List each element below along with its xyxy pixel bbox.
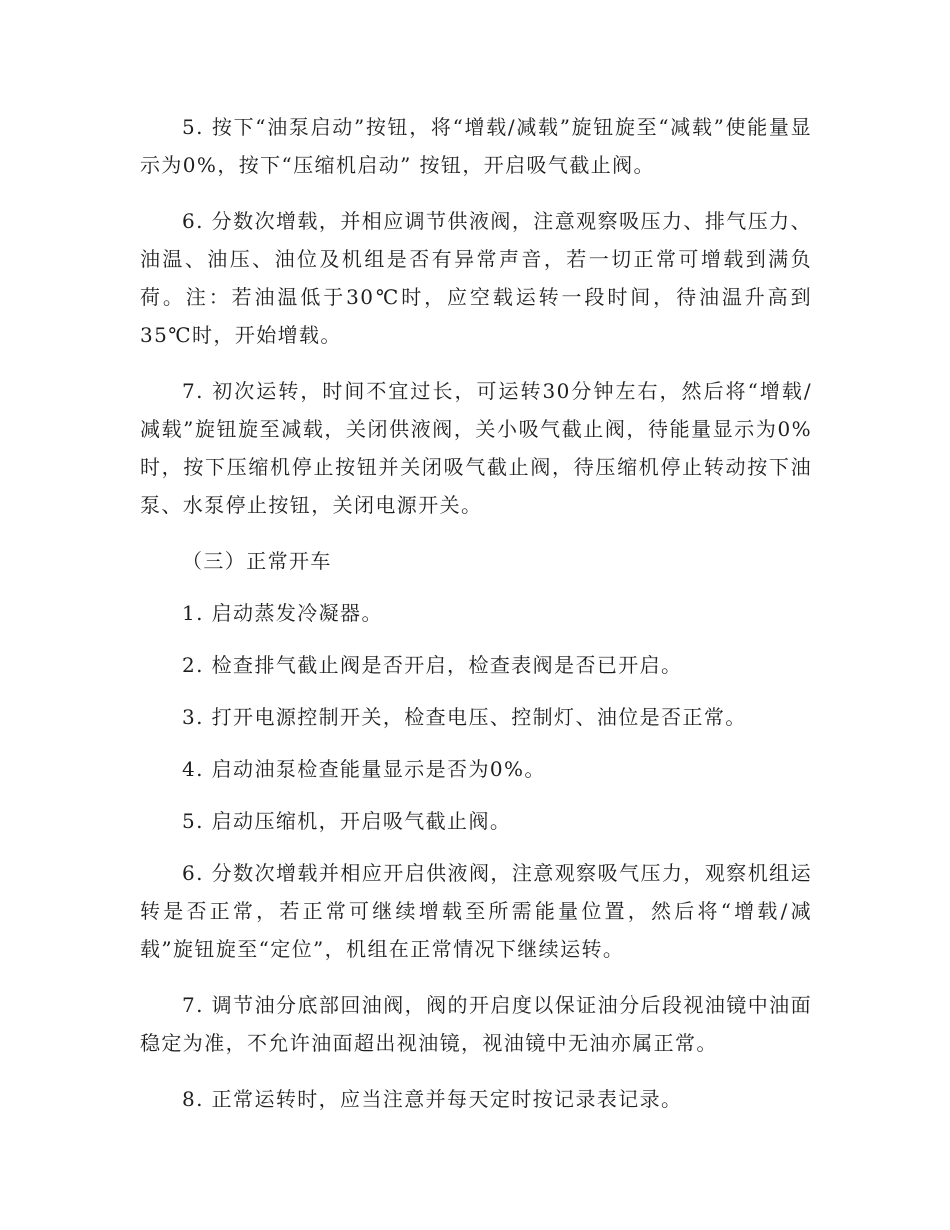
list-item-normal-start-8: 8. 正常运转时，应当注意并每天定时按记录表记录。 <box>182 1087 683 1111</box>
list-item-normal-start-5: 5. 启动压缩机，开启吸气截止阀。 <box>182 809 512 833</box>
document-body <box>140 108 812 1136</box>
list-item-normal-start-1: 1. 启动蒸发冷凝器。 <box>182 601 383 625</box>
paragraph-step-6-load-increase: 6. 分数次增载，并相应调节供液阀，注意观察吸压力、排气压力、油温、油压、油位及机组是否有异常声音，若一切正常可增载到满负荷。注：若油温低于30℃时，应空载运转一段时间，待油温升高到35℃时，开始增载。 <box>140 209 812 347</box>
section-heading-normal-start: （三）正常开车 <box>182 549 332 573</box>
list-item-normal-start-7: 7. 调节油分底部回油阀，阀的开启度以保证油分后段视油镜中油面稳定为准，不允许油面超出视油镜，视油镜中无油亦属正常。 <box>140 993 812 1055</box>
paragraph-step-7-initial-run: 7. 初次运转，时间不宜过长，可运转30分钟左右，然后将“增载/减载”旋钮旋至减载，关闭供液阀，关小吸气截止阀，待能量显示为0%时，按下压缩机停止按钮并关闭吸气截止阀，待压缩机停止转动按下油泵、水泵停止按钮，关闭电源开关。 <box>140 379 812 517</box>
paragraph-step-5-startup: 5. 按下“油泵启动”按钮，将“增载/减载”旋钮旋至“减载”使能量显示为0%，按下“压缩机启动” 按钮，开启吸气截止阀。 <box>140 115 812 177</box>
list-item-normal-start-3: 3. 打开电源控制开关，检查电压、控制灯、油位是否正常。 <box>182 705 747 729</box>
list-item-normal-start-2: 2. 检查排气截止阀是否开启，检查表阀是否已开启。 <box>182 653 683 677</box>
list-item-normal-start-4: 4. 启动油泵检查能量显示是否为0%。 <box>182 757 546 781</box>
list-item-normal-start-6: 6. 分数次增载并相应开启供液阀，注意观察吸气压力，观察机组运转是否正常，若正常可继续增载至所需能量位置，然后将“增载/减载”旋钮旋至“定位”，机组在正常情况下继续运转。 <box>140 861 812 961</box>
